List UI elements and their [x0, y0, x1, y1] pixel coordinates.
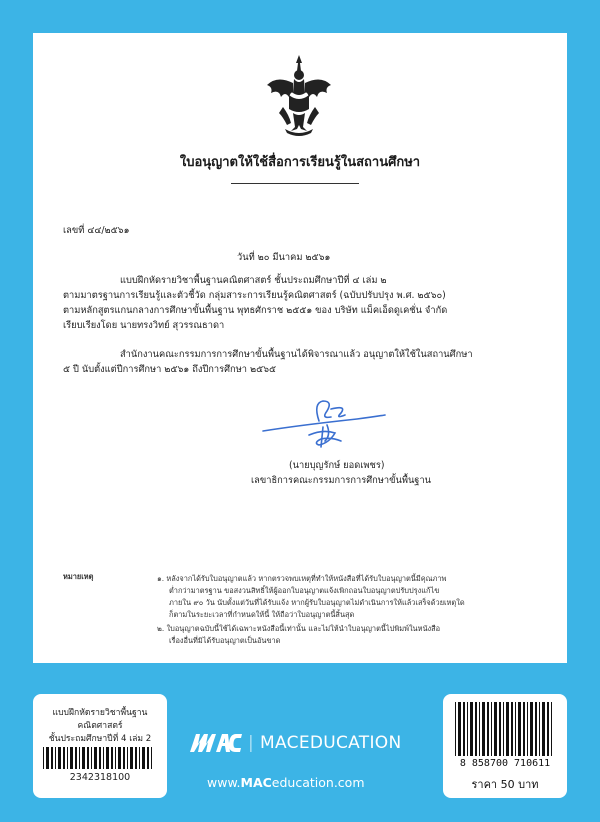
- barcode-bar: [135, 747, 137, 769]
- barcode-bar: [463, 702, 465, 756]
- remarks-label: หมายเหตุ: [63, 572, 94, 581]
- book-label-line: แบบฝึกหัดรายวิชาพื้นฐาน: [52, 708, 148, 718]
- barcode-bar: [511, 702, 513, 756]
- barcode-bar: [123, 747, 125, 769]
- barcode-bar: [139, 747, 140, 769]
- remark-line: ๒. ใบอนุญาตฉบับนี้ใช้ได้เฉพาะหนังสือนี้เท่านั้น และไม่ให้นำใบอนุญาตนี้ไปพิมพ์ในหนังสือ: [157, 624, 441, 633]
- barcode-bar: [91, 747, 92, 769]
- brand-logo: [190, 733, 401, 753]
- body-line: ๕ ปี นับตั้งแต่ปีการศึกษา ๒๕๖๑ ถึงปีการศึกษา ๒๕๖๕: [63, 364, 277, 375]
- barcode-bar: [491, 702, 492, 756]
- barcode-bar: [458, 702, 461, 756]
- barcode-bar: [515, 702, 516, 756]
- signature-image: [261, 399, 389, 449]
- barcode-bar: [494, 702, 497, 756]
- barcode-bar: [130, 747, 133, 769]
- barcode-bar: [499, 702, 501, 756]
- barcode-digits: 8 858700 710611: [459, 758, 551, 769]
- barcode-bar: [55, 747, 56, 769]
- barcode-bar: [467, 702, 468, 756]
- remark-line: ภายใน ๙๐ วัน นับตั้งแต่วันที่ได้รับแจ้ง หากผู้รับใบอนุญาตไม่ดำเนินการให้แล้วเสร็จด้วยเหตุใด: [169, 598, 465, 607]
- barcode-bar: [99, 747, 101, 769]
- garuda-emblem-icon: [263, 53, 335, 137]
- barcode-bar: [142, 747, 145, 769]
- barcode-bar: [82, 747, 85, 769]
- permit-document: [33, 33, 567, 663]
- barcode-bar: [542, 702, 545, 756]
- barcode-bar: [551, 702, 552, 756]
- barcode-bar: [127, 747, 128, 769]
- barcode-bar: [506, 702, 509, 756]
- barcode-bar: [470, 702, 473, 756]
- price: ราคา 50 บาท: [471, 778, 539, 791]
- barcode-bar: [94, 747, 97, 769]
- barcode-bar: [103, 747, 104, 769]
- body-line: สำนักงานคณะกรรมการการศึกษาขั้นพื้นฐานได้พิจารณาแล้ว อนุญาตให้ใช้ในสถานศึกษา: [120, 349, 473, 360]
- website-link[interactable]: www.MACeducation.com: [207, 775, 365, 790]
- barcode-bar: [87, 747, 89, 769]
- barcode-bar: [118, 747, 121, 769]
- book-label-line: ชั้นประถมศึกษาปีที่ 4 เล่ม 2: [48, 734, 152, 744]
- barcode-bar: [539, 702, 540, 756]
- remark-line: ต่ำกว่ามาตรฐาน ขอสงวนสิทธิ์ให้ผู้ออกใบอนุญาตแจ้งเพิกถอนใบอนุญาตปรับปรุงแก้ไข: [169, 586, 440, 595]
- barcode-bar: [58, 747, 61, 769]
- barcode-bar: [487, 702, 489, 756]
- book-code: 2342318100: [69, 772, 131, 783]
- barcode-bar: [455, 702, 456, 756]
- title-divider: [231, 183, 359, 184]
- body-line: ตามมาตรฐานการเรียนรู้และตัวชี้วัด กลุ่มสาระการเรียนรู้คณิตศาสตร์ (ฉบับปรับปรุง พ.ศ. ๒๕๖๐): [63, 290, 446, 301]
- book-code-barcode: [43, 747, 157, 769]
- barcode-bar: [523, 702, 525, 756]
- signer-name: (นายบุญรักษ์ ยอดเพชร): [289, 460, 385, 471]
- barcode-bar: [46, 747, 49, 769]
- barcode-bar: [482, 702, 485, 756]
- barcode-bar: [479, 702, 480, 756]
- barcode-bar: [106, 747, 109, 769]
- isbn-barcode-box: [443, 694, 567, 798]
- barcode-bar: [147, 747, 149, 769]
- barcode-bar: [75, 747, 77, 769]
- brand-name-suffix: EDUCATION: [298, 733, 402, 753]
- isbn-barcode: [455, 702, 557, 756]
- brand-separator: |: [248, 733, 255, 753]
- barcode-bar: [535, 702, 537, 756]
- barcode-bar: [518, 702, 521, 756]
- body-line: เรียบเรียงโดย นายทรงวิทย์ สุวรรณธาดา: [63, 320, 225, 331]
- barcode-bar: [70, 747, 73, 769]
- barcode-bar: [111, 747, 113, 769]
- body-line: แบบฝึกหัดรายวิชาพื้นฐานคณิตศาสตร์ ชั้นประถมศึกษาปีที่ ๔ เล่ม ๒: [120, 275, 387, 286]
- barcode-bar: [43, 747, 44, 769]
- book-label-line: คณิตศาสตร์: [77, 721, 123, 731]
- barcode-bar: [151, 747, 152, 769]
- body-line: ตามหลักสูตรแกนกลางการศึกษาขั้นพื้นฐาน พุทธศักราช ๒๕๕๑ ของ บริษัท แม็คเอ็ดดูเคชั่น จำกัด: [63, 305, 448, 316]
- document-title: ใบอนุญาตให้ใช้สื่อการเรียนรู้ในสถานศึกษา: [179, 155, 421, 170]
- barcode-bar: [503, 702, 504, 756]
- signer-title: เลขาธิการคณะกรรมการการศึกษาขั้นพื้นฐาน: [251, 475, 432, 486]
- mac-logo-icon: [190, 734, 242, 752]
- document-date: วันที่ ๒๐ มีนาคม ๒๕๖๑: [237, 252, 331, 263]
- barcode-bar: [79, 747, 80, 769]
- remark-line: ก็ตามในระยะเวลาที่กำหนดให้นี้ ให้ถือว่าใบอนุญาตนี้สิ้นสุด: [169, 610, 355, 619]
- remark-line: ๑. หลังจากได้รับใบอนุญาตแล้ว หากตรวจพบเหตุที่ทำให้หนังสือที่ได้รับใบอนุญาตนี้มีคุณภาพ: [157, 574, 447, 583]
- document-number: เลขที่ ๔๔/๒๕๖๑: [63, 225, 130, 236]
- barcode-bar: [527, 702, 528, 756]
- barcode-bar: [67, 747, 68, 769]
- remark-line: เรื่องอื่นที่มิได้รับอนุญาตเป็นอันขาด: [169, 636, 281, 645]
- barcode-bar: [115, 747, 116, 769]
- barcode-bar: [475, 702, 477, 756]
- barcode-bar: [51, 747, 53, 769]
- barcode-bar: [547, 702, 549, 756]
- barcode-bar: [63, 747, 65, 769]
- barcode-bar: [530, 702, 533, 756]
- brand-name-prefix: MAC: [260, 733, 299, 753]
- book-label-box: [33, 694, 167, 798]
